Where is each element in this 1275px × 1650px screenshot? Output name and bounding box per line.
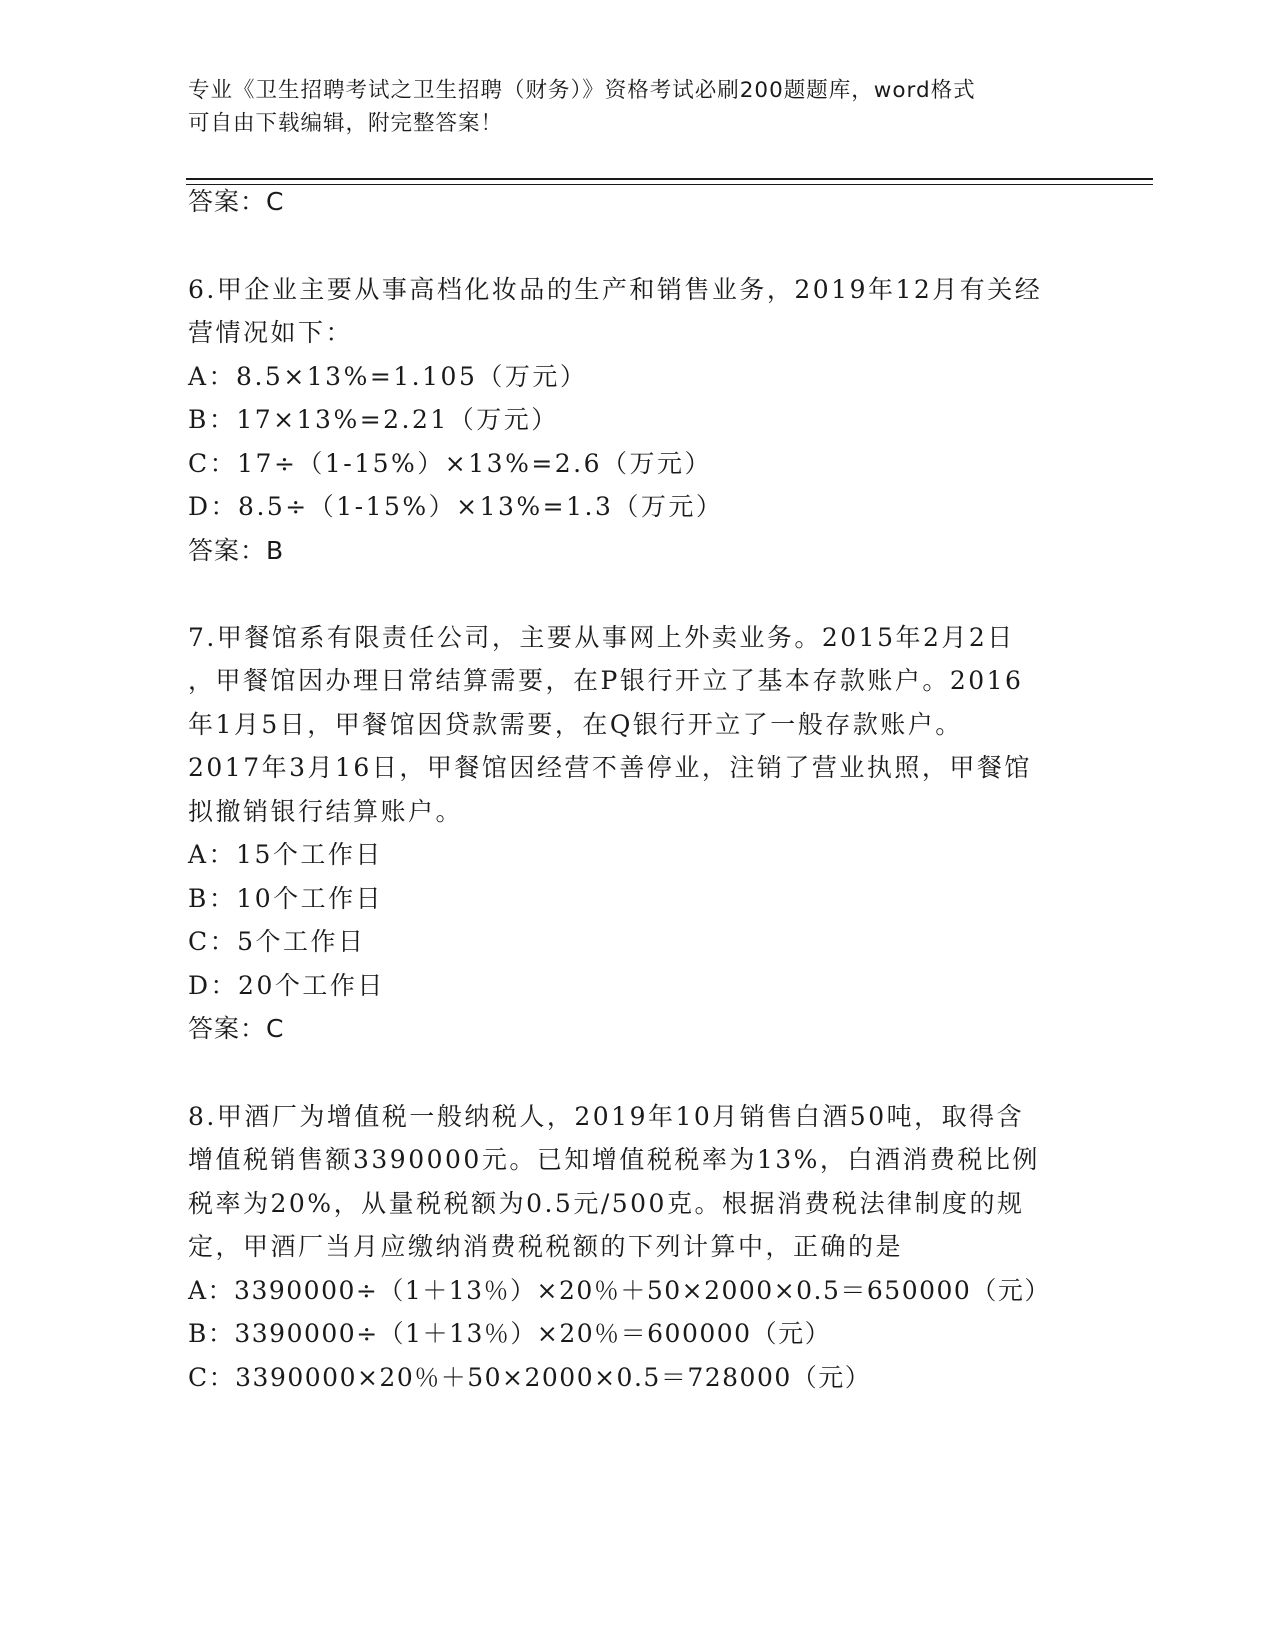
header-divider [186,178,1153,180]
header-line: 专业《卫生招聘考试之卫生招聘（财务）》资格考试必刷200题题库，word格式 [188,78,976,103]
option-b: B：10个工作日 [188,884,384,913]
header-line: 可自由下载编辑，附完整答案！ [188,111,504,136]
answer-line: 答案：C [188,1014,285,1043]
question-stem: 年1月5日，甲餐馆因贷款需要，在Q银行开立了一般存款账户。 [188,710,963,739]
header-divider-thin [186,184,1153,185]
question-stem: 2017年3月16日，甲餐馆因经营不善停业，注销了营业执照，甲餐馆 [188,753,1032,782]
option-b: B：3390000÷（1＋13％）×20％＝600000（元） [188,1319,832,1348]
option-a: A：3390000÷（1＋13％）×20％＋50×2000×0.5＝650000（元） [188,1276,1051,1305]
option-c: C：5个工作日 [188,927,366,956]
question-stem: 增值税销售额3390000元。已知增值税税率为13%，白酒消费税比例 [188,1145,1040,1174]
option-a: A：8.5×13%=1.105（万元） [188,362,588,391]
option-d: D：20个工作日 [188,971,385,1000]
document-header [188,74,1088,140]
question-stem: 定，甲酒厂当月应缴纳消费税税额的下列计算中，正确的是 [188,1232,904,1261]
question-stem: 6.甲企业主要从事高档化妆品的生产和销售业务，2019年12月有关经 [188,275,1043,304]
option-a: A：15个工作日 [188,840,383,869]
question-stem: 拟撤销银行结算账户。 [188,797,464,826]
question-stem: 8.甲酒厂为增值税一般纳税人，2019年10月销售白酒50吨，取得含 [188,1102,1025,1131]
option-b: B：17×13%=2.21（万元） [188,405,559,434]
question-stem: 7.甲餐馆系有限责任公司，主要从事网上外卖业务。2015年2月2日 [188,623,1015,652]
question-stem: 营情况如下： [188,318,354,347]
option-c: C：17÷（1-15%）×13%=2.6（万元） [188,449,713,478]
question-stem: 税率为20%，从量税税额为0.5元/500克。根据消费税法律制度的规 [188,1189,1025,1218]
option-c: C：3390000×20％＋50×2000×0.5＝728000（元） [188,1363,872,1392]
question-stem: ，甲餐馆因办理日常结算需要，在P银行开立了基本存款账户。2016 [188,666,1024,695]
answer-line: 答案：C [188,187,285,216]
answer-line: 答案：B [188,536,285,565]
option-d: D：8.5÷（1-15%）×13%=1.3（万元） [188,492,724,521]
